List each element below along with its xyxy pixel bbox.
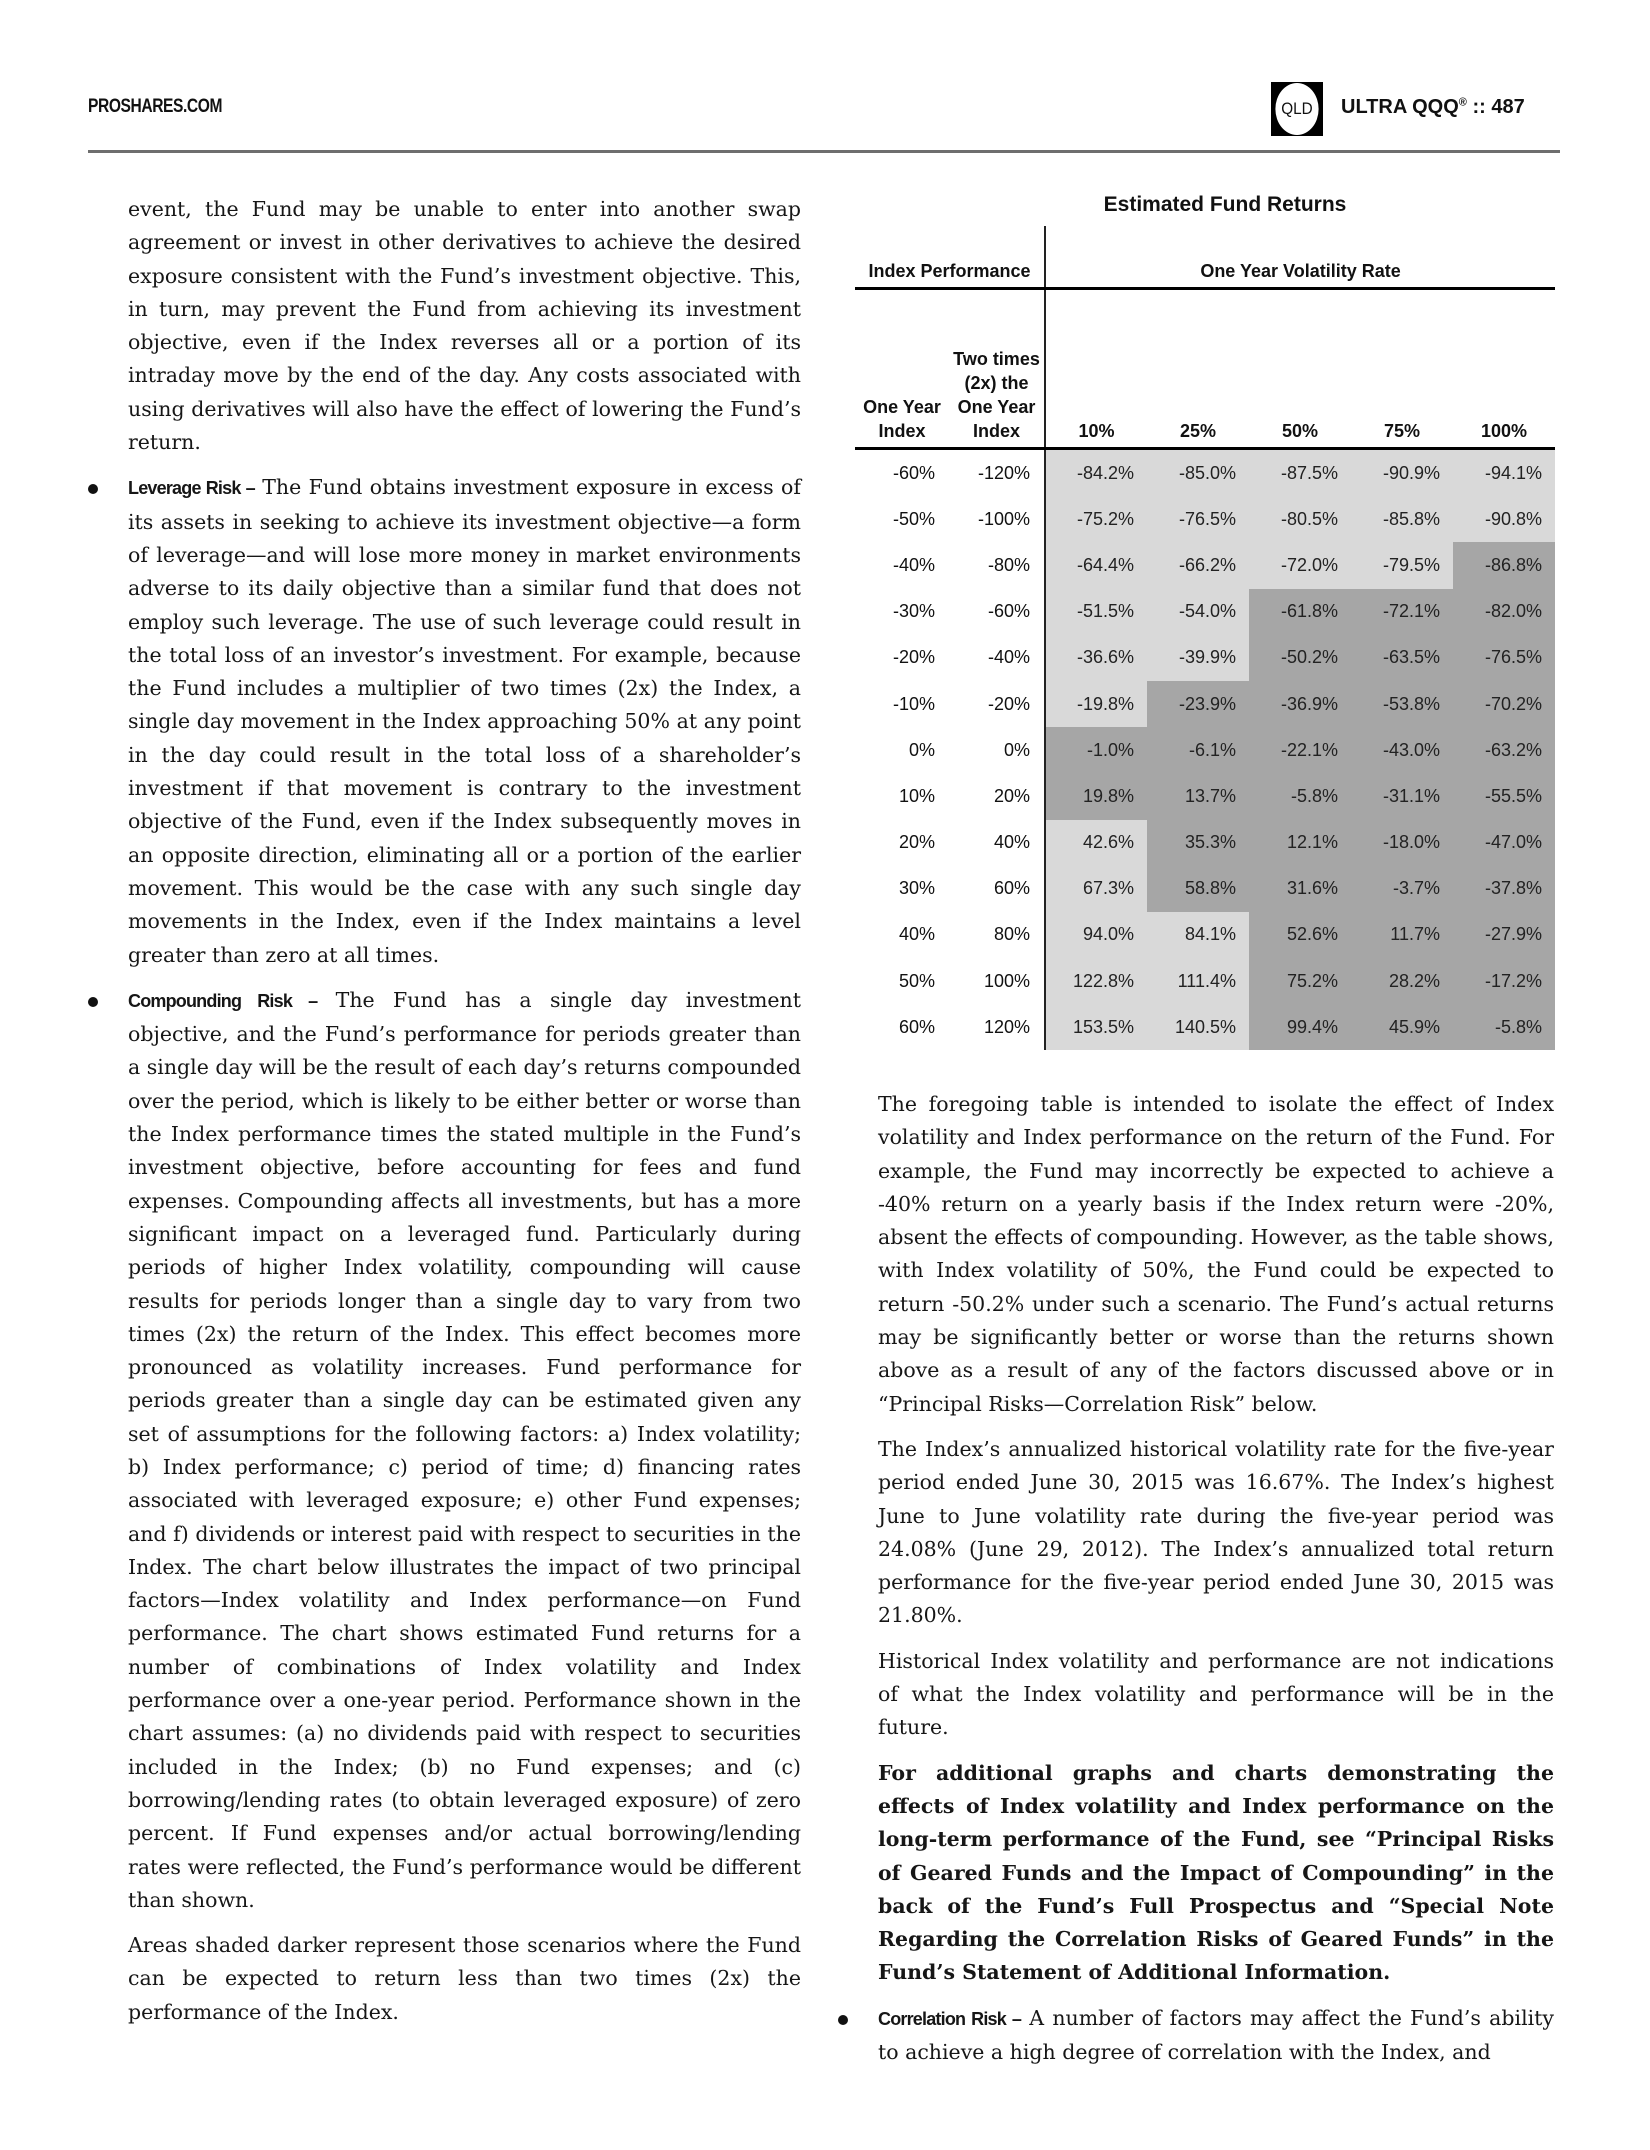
fund-title [1341,96,1525,119]
correlation-risk-heading: Correlation Risk – [878,2008,1022,2029]
fund-return-cell: 13.7% [1147,773,1249,819]
fund-return-cell: -37.8% [1453,866,1555,912]
paragraph-additional-info: For additional graphs and charts demonstrating the effects of Index volatility and Index performance on the long-term performance of the Fund, see “Principal Risks of Geared Funds and the Impact of Compounding” in the back of the Fund’s Full Prospectus and “Special Note Regarding the Correlation Risks of Geared Funds” in the Fund’s Statement of Additional Information. [878,1760,1554,1985]
table-row [855,681,1555,727]
fund-return-cell: 12.1% [1249,820,1351,866]
fund-return-cell: -31.1% [1351,773,1453,819]
fund-return-cell: 28.2% [1351,958,1453,1004]
vol-col-header: 50% [1249,289,1351,449]
fund-return-cell: -85.8% [1351,496,1453,542]
compounding-risk-heading: Compounding Risk – [128,990,318,1011]
fund-return-cell: -22.1% [1249,727,1351,773]
fund-return-cell: -18.0% [1351,820,1453,866]
fund-return-cell: 45.9% [1351,1004,1453,1050]
vol-col-header: 75% [1351,289,1453,449]
fund-return-cell: 111.4% [1147,958,1249,1004]
index-return-cell: 60% [898,1016,935,1037]
fund-return-cell: -55.5% [1453,773,1555,819]
fund-return-cell: -72.1% [1351,589,1453,635]
fund-return-cell: -36.6% [1045,635,1147,681]
fund-return-cell: 58.8% [1147,866,1249,912]
fund-return-cell: -94.1% [1453,449,1555,497]
two-x-return-cell: -80% [949,542,1045,588]
paragraph-table-explanation: The foregoing table is intended to isolate the effect of Index volatility and Index performance on the return of the Fund. For example, the Fund may incorrectly be expected to achieve a -40% return on a yearly basis if the Index return were -20%, absent the effects of compounding. However, as the table shows, with Index volatility of 50%, the Fund could be expected to return -50.2% under such a scenario. The Fund’s actual returns may be significantly better or worse than the returns shown above as a result of any of the factors discussed above or in “Principal Risks—Correlation Risk” below. [878,1092,1554,1416]
leverage-risk-item [128,471,801,971]
fund-return-cell: -47.0% [1453,820,1555,866]
fund-return-cell: 11.7% [1351,912,1453,958]
fund-return-cell: -86.8% [1453,542,1555,588]
header-divider [88,150,1560,153]
index-return-cell: 40% [898,924,935,945]
shading-note: Areas shaded darker represent those scenarios where the Fund can be expected to return less than two times (2x) the performance of the Index. [128,1933,801,2024]
fund-return-cell: -90.8% [1453,496,1555,542]
table-row [855,449,1555,497]
table-row [855,496,1555,542]
fund-return-cell: -53.8% [1351,681,1453,727]
compounding-risk-text: The Fund has a single day investment objective, and the Fund’s performance for periods greater than a single day will be the result of each day’s returns compounded over the period, which is likely to be either better or worse than the Index performance times the stated multiple in the Fund’s investment objective, before accounting for fees and fund expenses. Compounding affects all investments, but has a more significant impact on a leveraged fund. Particularly during periods of higher Index volatility, compounding will cause results for periods longer than a single day to vary from two times (2x) the return of the Index. This effect becomes more pronounced as volatility increases. Fund performance for periods greater than a single day can be estimated given any set of assumptions for the following factors: a) Index volatility; b) Index performance; c) period of time; d) financing rates associated with leveraged exposure; e) other Fund expenses; and f) dividends or interest paid with respect to securities in the Index. The chart below illustrates the impact of two principal factors—Index volatility and Index performance—on Fund performance. The chart shows estimated Fund returns for a number of combinations of Index volatility and Index performance over a one-year period. Performance shown in the chart assumes: (a) no dividends paid with respect to securities included in the Index; (b) no Fund expenses; and (c) borrowing/lending rates (to obtain leveraged exposure) of zero percent. If Fund expenses and/or actual borrowing/lending rates were reflected, the Fund’s performance would be different than shown. [128,987,801,1912]
registered-mark: ® [1458,96,1467,109]
two-x-return-cell: 60% [949,866,1045,912]
two-x-return-cell: -40% [949,635,1045,681]
fund-return-cell: -64.4% [1045,542,1147,588]
two-x-return-cell: 40% [949,820,1045,866]
fund-return-cell: -85.0% [1147,449,1249,497]
fund-name: ULTRA QQQ [1341,96,1459,118]
index-return-cell: 10% [898,785,935,806]
index-return-cell: 50% [898,970,935,991]
fund-return-cell: -80.5% [1249,496,1351,542]
index-return-cell: -40% [892,554,935,575]
index-return-cell: 20% [898,832,935,853]
two-x-return-cell: -20% [949,681,1045,727]
fund-return-cell: -70.2% [1453,681,1555,727]
leverage-risk-heading: Leverage Risk – [128,478,255,499]
two-x-return-cell: 120% [949,1004,1045,1050]
fund-return-cell: 140.5% [1147,1004,1249,1050]
fund-return-cell: -43.0% [1351,727,1453,773]
fund-return-cell: -61.8% [1249,589,1351,635]
fund-return-cell: -36.9% [1249,681,1351,727]
fund-return-cell: -87.5% [1249,449,1351,497]
two-x-return-cell: -100% [949,496,1045,542]
fund-return-cell: -63.2% [1453,727,1555,773]
compounding-risk-item [128,984,801,1917]
fund-return-cell: -1.0% [1045,727,1147,773]
fund-return-cell: 75.2% [1249,958,1351,1004]
table-row [855,589,1555,635]
vol-col-header: 100% [1453,289,1555,449]
fund-return-cell: 99.4% [1249,1004,1351,1050]
ticker-badge [1271,82,1323,136]
index-return-cell: -50% [892,508,935,529]
fund-return-cell: -5.8% [1453,1004,1555,1050]
table-row [855,866,1555,912]
page-number: 487 [1491,96,1525,118]
table-title: Estimated Fund Returns [1103,193,1347,216]
index-return-cell: 0% [908,739,935,760]
fund-return-cell: -50.2% [1249,635,1351,681]
fund-return-cell: 84.1% [1147,912,1249,958]
returns-table-body [855,449,1555,1051]
fund-return-cell: -82.0% [1453,589,1555,635]
two-x-return-cell: 20% [949,773,1045,819]
fund-return-cell: -90.9% [1351,449,1453,497]
fund-return-cell: -5.8% [1249,773,1351,819]
correlation-risk-text: A number of factors may affect the Fund’s ability to achieve a high degree of correlation with the Index, and [878,2005,1555,2065]
page-header [88,82,1560,152]
vol-col-header: 25% [1147,289,1249,449]
table-row [855,635,1555,681]
table-row [855,727,1555,773]
fund-return-cell: -23.9% [1147,681,1249,727]
fund-return-cell: 35.3% [1147,820,1249,866]
fund-return-cell: -66.2% [1147,542,1249,588]
fund-return-cell: 122.8% [1045,958,1147,1004]
fund-return-cell: -84.2% [1045,449,1147,497]
paragraph-swap: event, the Fund may be unable to enter into another swap agreement or invest in other derivatives to achieve the desired exposure consistent with the Fund’s investment objective. This, in turn, may prevent the Fund from achieving its investment objective, even if the Index reverses all or a portion of its intraday move by the end of the day. Any costs associated with using derivatives will also have the effect of lowering the Fund’s return. [128,197,801,455]
fund-return-cell: -79.5% [1351,542,1453,588]
fund-return-cell: 153.5% [1045,1004,1147,1050]
returns-table [855,226,1555,1050]
index-performance-header: Index Performance [855,226,1045,289]
two-x-return-cell: -60% [949,589,1045,635]
fund-return-cell: -72.0% [1249,542,1351,588]
two-x-return-cell: 0% [949,727,1045,773]
index-return-cell: -20% [892,647,935,668]
fund-return-cell: -27.9% [1453,912,1555,958]
one-year-index-header: One Year Index [855,289,949,449]
leverage-risk-text: The Fund obtains investment exposure in excess of its assets in seeking to achieve its investment objective—a form of leverage—and will lose more money in market environments adverse to its daily objective than a similar fund that does not employ such leverage. The use of such leverage could result in the total loss of an investor’s investment. For example, because the Fund includes a multiplier of two times (2x) the Index, a single day movement in the Index approaching 50% at any point in the day could result in the total loss of a shareholder’s investment if that movement is contrary to the investment objective of the Fund, even if the Index subsequently moves in an opposite direction, eliminating all or a portion of the earlier movement. This would be the case with any such single day movements in the Index, even if the Index maintains a level greater than zero at all times. [128,475,801,967]
fund-return-cell: 94.0% [1045,912,1147,958]
fund-return-cell: -76.5% [1453,635,1555,681]
fund-return-cell: -51.5% [1045,589,1147,635]
fund-return-cell: -54.0% [1147,589,1249,635]
index-return-cell: -60% [892,462,935,483]
fund-return-cell: -75.2% [1045,496,1147,542]
paragraph-historical-volatility: The Index’s annualized historical volatility rate for the five-year period ended June 30, 2015 was 16.67%. The Index’s highest June to June volatility rate during the five-year period was 24.08% (June 29, 2012). The Index’s annualized total return performance for the five-year period ended June 30, 2015 was 21.80%. [878,1436,1554,1628]
volatility-rate-header: One Year Volatility Rate [1045,226,1555,289]
two-x-return-cell: 80% [949,912,1045,958]
fund-return-cell: -39.9% [1147,635,1249,681]
correlation-risk-item [878,2002,1554,2070]
two-times-index-header: Two times (2x) the One Year Index [949,289,1045,449]
index-return-cell: -30% [892,601,935,622]
two-x-return-cell: 100% [949,958,1045,1004]
title-separator: :: [1472,96,1486,118]
index-return-cell: -10% [892,693,935,714]
fund-return-cell: 67.3% [1045,866,1147,912]
vol-col-header: 10% [1045,289,1147,449]
fund-return-cell: 42.6% [1045,820,1147,866]
index-return-cell: 30% [898,878,935,899]
table-row [855,912,1555,958]
estimated-fund-returns-table [855,188,1555,1050]
two-x-return-cell: -120% [949,449,1045,497]
fund-return-cell: 52.6% [1249,912,1351,958]
table-row [855,958,1555,1004]
table-row [855,542,1555,588]
fund-return-cell: -3.7% [1351,866,1453,912]
fund-return-cell: -6.1% [1147,727,1249,773]
site-url: PROSHARES.COM [88,96,223,117]
table-row [855,773,1555,819]
fund-return-cell: -63.5% [1351,635,1453,681]
ticker-label: QLD [1275,83,1318,135]
fund-return-cell: -19.8% [1045,681,1147,727]
table-row [855,1004,1555,1050]
left-column [128,193,801,2041]
right-column [878,1088,1554,2081]
fund-return-cell: 19.8% [1045,773,1147,819]
fund-return-cell: 31.6% [1249,866,1351,912]
fund-return-cell: -76.5% [1147,496,1249,542]
table-row [855,820,1555,866]
fund-return-cell: -17.2% [1453,958,1555,1004]
paragraph-disclaimer: Historical Index volatility and performance are not indications of what the Index volatility and performance will be in the future. [878,1648,1554,1740]
